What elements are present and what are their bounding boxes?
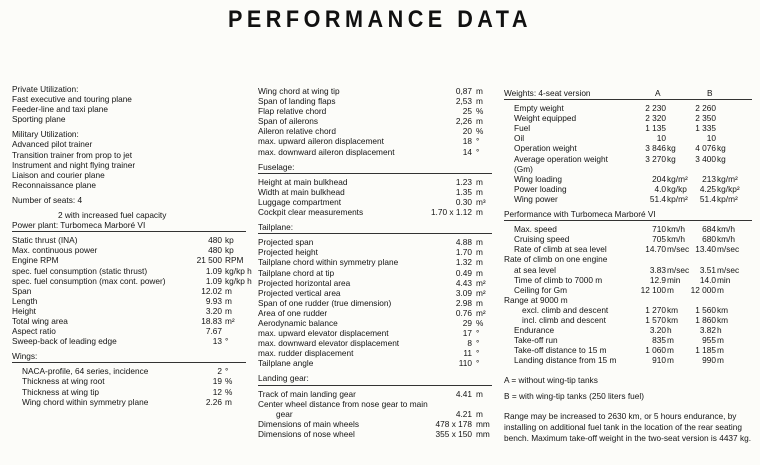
wings-list — [12, 366, 252, 406]
spec-row: Static thrust (INA) 480 kp — [12, 235, 234, 246]
loading-list — [504, 174, 758, 204]
fuselage-heading: Fuselage: — [258, 161, 295, 172]
spec-row: max. downward elevator displacement 8 ° — [258, 338, 480, 349]
spec-row: Wing chord at wing tip 0,87 m — [258, 86, 483, 96]
spec-row: Flap relative chord 25 % — [258, 106, 484, 117]
spec-row: Average operation weight 3 270 kg 3 400 kg — [514, 153, 726, 164]
list-item: Transition trainer from prop to jet — [12, 149, 133, 160]
spec-row: Oil 10 10 — [514, 133, 716, 144]
performance-list — [504, 224, 758, 254]
spec-row: Projected height 1.70 m — [258, 247, 483, 258]
spec-row: max. rudder displacement 11 ° — [258, 348, 480, 359]
spec-row: max. upward aileron displacement 18 ° — [258, 136, 480, 147]
spec-row: Span 12.02 m — [12, 285, 232, 296]
spec-row: Length 9.93 m — [12, 295, 232, 306]
spec-row: Span of landing flaps 2,53 m — [258, 96, 483, 107]
performance-heading: Performance with Turbomeca Marboré VI — [504, 209, 656, 220]
spec-row: Thickness at wing root 19 % — [22, 376, 233, 387]
spec-row: Projected horizontal area 4.43 m² — [258, 277, 486, 288]
spec-row: Max. speed 710 km/h 684 km/h — [514, 224, 735, 235]
spec-row: Weight equipped 2 320 2 350 — [514, 113, 716, 124]
spec-row: Aspect ratio 7.67 — [12, 326, 222, 337]
spec-row: Width at main bulkhead 1.35 m — [258, 186, 483, 197]
spec-row: incl. climb and descent 1 570 km 1 860 km — [522, 314, 729, 325]
column-dimensions — [258, 86, 496, 439]
tailplane-heading: Tailplane: — [258, 222, 294, 233]
spec-row: Span of ailerons 2,26 m — [258, 116, 483, 127]
spec-row: Max. continuous power 480 kp — [12, 245, 234, 256]
divider — [12, 362, 246, 363]
spec-row: Time of climb to 7000 m 12.9 min 14.0 min — [514, 274, 731, 285]
spec-row: Aileron relative chord 20 % — [258, 126, 484, 137]
list-item: Sporting plane — [12, 114, 66, 125]
weights-list — [504, 103, 758, 153]
divider — [504, 99, 752, 100]
spec-row: Projected vertical area 3.09 m² — [258, 287, 486, 298]
spec-row: Landing distance from 15 m 910 m 990 m — [514, 355, 724, 366]
spec-row: Engine RPM 21 500 RPM — [12, 255, 244, 266]
note-b: B = with wing-tip tanks (250 liters fuel) — [504, 390, 644, 401]
spec-row: Span of one rudder (true dimension) 2.98 m — [258, 297, 483, 308]
list-item: Fast executive and touring plane — [12, 94, 132, 105]
number-of-seats: Number of seats: 4 — [12, 194, 83, 205]
wing-list — [258, 86, 496, 157]
spec-row: Take-off distance to 15 m 1 060 m 1 185 m — [514, 345, 724, 356]
spec-row: Projected span 4.88 m — [258, 237, 483, 248]
spec-row: Area of one rudder 0.76 m² — [258, 307, 486, 318]
spec-row: spec. fuel consumption (static thrust) 1.09 kg/kp h — [12, 265, 252, 276]
spec-row: spec. fuel consumption (max cont. power) 1.09 kg/kp h — [12, 275, 252, 286]
spec-row: Thickness at wing tip 12 % — [22, 386, 233, 397]
endurance-list — [504, 325, 758, 365]
spec-row: Take-off run 835 m 955 m — [514, 335, 724, 346]
military-utilization-heading: Military Utilization: — [12, 129, 79, 140]
divider — [258, 385, 492, 386]
spec-row: Aerodynamic balance 29 % — [258, 317, 484, 328]
fuel-capacity-note: 2 with increased fuel capacity — [58, 210, 167, 221]
range-paragraph: Range may be increased to 2630 km, or 5 hours endurance, by installing on additional fuel tank in the location of the rear seating bench. Maximum take-off weight in the two-seat version is 4437 kg. — [504, 410, 752, 443]
spec-row: Operation weight 3 846 kg 4 076 kg — [514, 143, 726, 154]
spec-row: Empty weight 2 230 2 260 — [514, 103, 716, 114]
spec-row: (Gm) — [514, 163, 533, 174]
column-performance — [504, 88, 758, 444]
spec-row: at sea level 3.83 m/sec 3.51 m/sec — [514, 264, 740, 275]
range-heading: Range at 9000 m — [504, 294, 568, 305]
column-general — [12, 84, 252, 407]
spec-row: Rate of climb on one engine — [504, 254, 608, 265]
weights-heading: Weights: 4-seat version A B — [504, 88, 713, 98]
spec-row: Tailplane chord at tip 0.49 m — [258, 267, 483, 278]
wings-heading: Wings: — [12, 351, 38, 362]
landing-gear-heading: Landing gear: — [258, 373, 309, 384]
spec-row: Wing loading 204 kg/m² 213 kg/m² — [514, 173, 738, 184]
spec-row: Cockpit clear measurements 1.70 x 1.12 m — [258, 207, 483, 218]
fuselage-list — [258, 177, 496, 217]
spec-row: gear 4.21 m — [276, 408, 483, 419]
spec-row: Cruising speed 705 km/h 680 km/h — [514, 234, 735, 245]
tailplane-list — [258, 237, 496, 368]
power-plant: Power plant: Turbomeca Marboré VI — [12, 220, 146, 231]
spec-row: Ceiling for Gm 12 100 m 12 000 m — [514, 284, 724, 295]
spec-row: Wing power 51.4 kp/m² 51.4 kp/m² — [514, 193, 738, 204]
spec-row: Height at main bulkhead 1.23 m — [258, 176, 483, 187]
private-utilization-heading: Private Utilization: — [12, 84, 79, 94]
spec-row: Sweep-back of leading edge 13 ° — [12, 336, 229, 347]
list-item: Advanced pilot trainer — [12, 139, 93, 150]
divider — [12, 231, 246, 232]
spec-row: Rate of climb at sea level 14.70 m/sec 13.40 m/sec — [514, 244, 740, 255]
spec-row: Dimensions of nose wheel 355 x 150 mm — [258, 428, 490, 439]
divider — [258, 173, 492, 174]
spec-row: max. downward aileron displacement 14 ° — [258, 146, 480, 157]
spec-row: Fuel 1 135 1 335 — [514, 123, 716, 134]
divider — [504, 220, 752, 221]
list-item: Instrument and night flying trainer — [12, 159, 136, 170]
spec-row: Center wheel distance from nose gear to main — [258, 398, 428, 409]
page-title: PERFORMANCE DATA — [227, 6, 532, 33]
note-a: A = without wing-tip tanks — [504, 375, 598, 386]
list-item: Feeder-line and taxi plane — [12, 104, 108, 115]
spec-row: max. upward elevator displacement 17 ° — [258, 328, 480, 339]
spec-row: Height 3.20 m — [12, 305, 232, 316]
spec-row: NACA-profile, 64 series, incidence 2 ° — [22, 366, 229, 377]
range-list — [504, 305, 758, 325]
spec-row: Track of main landing gear 4.41 m — [258, 388, 483, 399]
gear-list — [258, 419, 496, 439]
spec-list — [12, 235, 252, 346]
spec-row: Total wing area 18.83 m² — [12, 315, 235, 326]
spec-row: excl. climb and descent 1 270 km 1 560 km — [522, 304, 729, 315]
spec-row: Power loading 4.0 kg/kp 4.25 kg/kp² — [514, 183, 740, 194]
spec-row: Tailplane angle 110 ° — [258, 358, 480, 369]
spec-row: Wing chord within symmetry plane 2.26 m — [22, 396, 232, 407]
spec-row: Endurance 3.20 h 3.82 h — [514, 325, 722, 336]
performance-list-2 — [504, 275, 758, 295]
spec-row: Luggage compartment 0.30 m³ — [258, 196, 486, 207]
spec-row: Tailplane chord within symmetry plane 1.32 m — [258, 257, 483, 268]
spec-row: Dimensions of main wheels 478 x 178 mm — [258, 418, 490, 429]
divider — [258, 233, 492, 234]
list-item: Liaison and courier plane — [12, 169, 105, 180]
list-item: Reconnaissance plane — [12, 179, 96, 190]
